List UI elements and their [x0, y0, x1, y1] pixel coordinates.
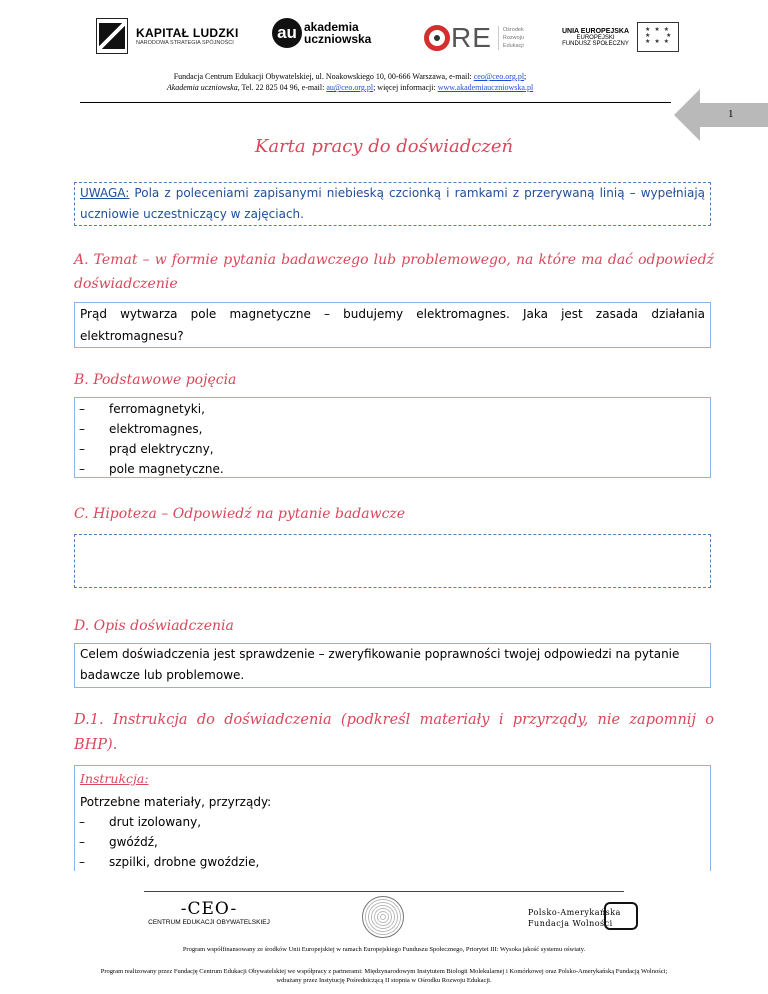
kapital-ludzki-subtitle: NARODOWA STRATEGIA SPÓJNOŚCI — [136, 40, 234, 46]
section-a-text: Prąd wytwarza pole magnetyczne – budujemy elektromagnes. Jaka jest zasada działania elektromagnesu? — [80, 307, 705, 343]
ue-title: UNIA EUROPEJSKA — [562, 27, 630, 35]
note-box — [74, 182, 711, 226]
ore-mark: RE — [451, 22, 492, 53]
footer-line2: Program realizowany przez Fundację Centrum Edukacji Obywatelskiej we współpracy z partnerami: Międzynarodowym Instytutem Biologii Molekularnej i Komórkowej oraz Polsko-Amerykańską Fundacją Wolności; — [100, 968, 668, 975]
akademia-line2: uczniowska — [304, 32, 372, 46]
instruction-label: Instrukcja: — [80, 771, 149, 786]
section-c-heading: C. Hipoteza – Odpowiedź na pytanie badawcze — [74, 506, 406, 522]
akademia-au-mark: au — [272, 18, 302, 48]
section-a-heading: A. Temat – w formie pytania badawczego lub problemowego, na które ma dać odpowiedź doświadczenie — [74, 252, 714, 292]
section-b-heading: B. Podstawowe pojęcia — [74, 372, 237, 388]
section-d-box — [74, 643, 711, 688]
ceo-email-link[interactable]: ceo@ceo.org.pl — [473, 72, 525, 81]
address-line2: Akademia uczniowska, Tel. 22 825 04 96, e-mail: au@ceo.org.pl; więcej informacji: www.akademiauczniowska.pl — [166, 83, 534, 92]
page-number-tab — [700, 103, 768, 127]
akademia-line1: akademia — [304, 20, 359, 34]
materials-list — [75, 812, 705, 872]
list-item: – ferromagnetyki, — [75, 399, 710, 419]
ceo-logo-mark: -CEO- — [180, 899, 238, 919]
hypothesis-answer-box[interactable] — [74, 534, 711, 588]
footer-line1: Program współfinansowany ze środków Unii Europejskiej w ramach Europejskiego Funduszu Społecznego, Priorytet III: Wysoka jakość systemu oświaty. — [182, 946, 586, 953]
footer-divider — [144, 891, 624, 892]
section-d1-heading: D.1. Instrukcja do doświadczenia (podkreśl materiały i przyrządy, nie zapomnij o BHP). — [74, 712, 714, 753]
ore-line3: Edukacji — [502, 43, 524, 49]
section-d-text: Celem doświadczenia jest sprawdzenie – zweryfikowanie poprawności twojej odpowiedzi na pytanie badawcze lub problemowe. — [80, 647, 680, 682]
ue-logo — [562, 22, 679, 52]
note-label: UWAGA: — [80, 186, 130, 200]
website-link[interactable]: www.akademiauczniowska.pl — [437, 83, 534, 92]
iimcb-seal-icon — [362, 896, 404, 938]
kapital-ludzki-icon — [96, 18, 128, 54]
ore-logo — [424, 22, 524, 54]
list-item: – prąd elektryczny, — [75, 439, 710, 459]
list-item: – szpilki, drobne gwoździe, — [75, 852, 705, 872]
kapital-ludzki-logo — [96, 18, 239, 54]
ore-circle-icon — [424, 25, 450, 51]
ore-line2: Rozwoju — [502, 35, 524, 41]
akademia-uczniowska-logo — [272, 18, 371, 48]
pafw-line2: Fundacja Wolności — [528, 919, 613, 928]
concepts-list — [75, 399, 710, 479]
section-d-heading: D. Opis doświadczenia — [74, 618, 234, 634]
page-number: 1 — [728, 108, 734, 120]
section-d1-box — [74, 765, 711, 871]
list-item: – gwóźdź, — [75, 832, 705, 852]
footer-line3: wdrażany przez Instytucję Pośredniczącą II stopnia w Ośrodku Rozwoju Edukacji. — [276, 977, 492, 984]
pafw-line1: Polsko-Amerykańska — [528, 908, 621, 917]
page-title: Karta pracy do doświadczeń — [254, 136, 514, 157]
ceo-logo-name: CENTRUM EDUKACJI OBYWATELSKIEJ — [148, 919, 270, 926]
list-item: – drut izolowany, — [75, 812, 705, 832]
list-item: – pole magnetyczne. — [75, 459, 710, 479]
address-block — [80, 71, 620, 93]
list-item: – elektromagnes, — [75, 419, 710, 439]
section-b-box — [74, 397, 711, 478]
kapital-ludzki-title: KAPITAŁ LUDZKI — [136, 26, 239, 40]
ore-line1: Ośrodek — [502, 27, 524, 33]
ue-line2: FUNDUSZ SPOŁECZNY — [562, 40, 629, 47]
au-email-link[interactable]: au@ceo.org.pl — [326, 83, 374, 92]
header-divider — [80, 102, 671, 103]
materials-intro: Potrzebne materiały, przyrządy: — [80, 795, 272, 809]
address-line1: Fundacja Centrum Edukacji Obywatelskiej, ul. Noakowskiego 10, 00-666 Warszawa, e-mail: ceo@ceo.org.pl; — [173, 72, 527, 81]
ceo-logo — [146, 899, 272, 926]
note-text: UWAGA: Pola z poleceniami zapisanymi niebieską czcionką i ramkami z przerywaną linią – wypełniają uczniowie uczestniczący w zajęciach. — [80, 186, 705, 221]
section-a-box — [74, 302, 711, 348]
eu-flag-icon: ★ ★ ★ ★ ★ ★ ★ ★ — [637, 22, 679, 52]
ue-line1: EUROPEJSKI — [576, 34, 615, 41]
pafw-logo-icon — [604, 902, 638, 930]
